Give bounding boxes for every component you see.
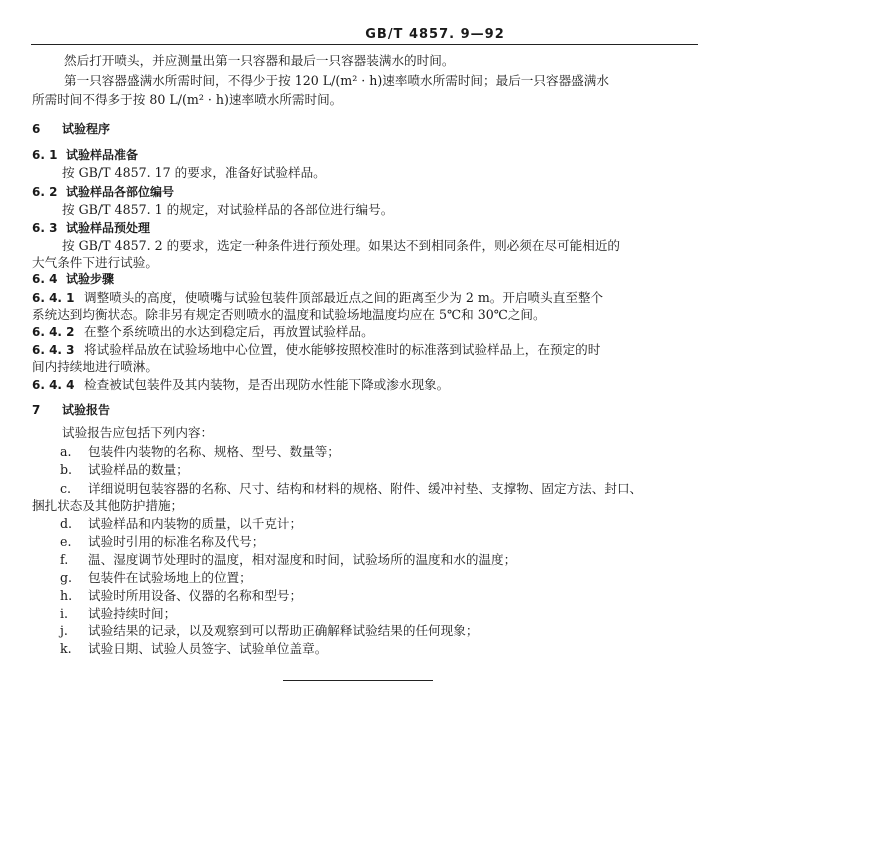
section-title: 试验步骤 — [66, 272, 115, 286]
clause-text: 将试验样品放在试验场地中心位置，使水能够按照校准时的标准落到试验样品上，在预定的时 — [84, 342, 601, 357]
report-item-j — [60, 622, 478, 640]
clause-6-4-4 — [32, 376, 449, 394]
clause-6-4-1-line-2: 系统达到均衡状态。除非另有规定否则喷水的温度和试验场地温度均应在 5℃和 30℃之间。 — [32, 307, 546, 322]
intro-line-3: 所需时间不得多于按 80 L/(m² · h)速率喷水所需时间。 — [32, 92, 343, 107]
list-letter: f. — [60, 552, 69, 567]
list-letter: i. — [60, 606, 69, 621]
clause-6-4-2 — [32, 323, 374, 341]
list-text: 详细说明包装容器的名称、尺寸、结构和材料的规格、附件、缓冲衬垫、支撑物、固定方法、封口、 — [88, 481, 643, 496]
clause-6-4-3-line-1 — [32, 341, 600, 359]
section-number: 6. 3 — [32, 221, 58, 235]
report-item-b — [60, 461, 189, 479]
clause-number: 6. 4. 3 — [32, 343, 75, 357]
section-number: 6 — [32, 122, 41, 136]
list-text: 试验时引用的标准名称及代号； — [88, 534, 265, 549]
clause-number: 6. 4. 4 — [32, 378, 75, 392]
list-letter: c. — [60, 481, 72, 496]
list-letter: e. — [60, 534, 72, 549]
list-text: 试验样品的数量； — [88, 462, 189, 477]
clause-text: 在整个系统喷出的水达到稳定后，再放置试验样品。 — [84, 324, 374, 339]
report-item-d — [60, 515, 302, 533]
list-text: 温、湿度调节处理时的温度，相对湿度和时间，试验场所的温度和水的温度； — [88, 552, 517, 567]
report-item-h — [60, 587, 302, 605]
list-letter: k. — [60, 641, 72, 656]
section-number: 6. 4 — [32, 272, 58, 286]
list-text: 试验日期、试验人员签字、试验单位盖章。 — [88, 641, 328, 656]
section-title: 试验报告 — [62, 403, 111, 417]
report-item-c — [60, 480, 642, 498]
section-6-3-body-line-2: 大气条件下进行试验。 — [32, 255, 158, 270]
report-item-e — [60, 533, 264, 551]
section-7-heading — [32, 401, 110, 419]
report-intro: 试验报告应包括下列内容： — [62, 425, 214, 440]
list-text: 包装件在试验场地上的位置； — [88, 570, 252, 585]
report-item-c-continuation: 捆扎状态及其他防护措施； — [32, 498, 184, 513]
section-6-heading — [32, 120, 110, 138]
report-item-k — [60, 640, 327, 658]
intro-line-1: 然后打开喷头，并应测量出第一只容器和最后一只容器装满水的时间。 — [64, 53, 455, 68]
list-text: 试验结果的记录，以及观察到可以帮助正确解释试验结果的任何现象； — [88, 623, 479, 638]
list-text: 试验时所用设备、仪器的名称和型号； — [88, 588, 303, 603]
standard-number-header: GB/T 4857. 9—92 — [365, 27, 505, 42]
clause-number: 6. 4. 2 — [32, 325, 75, 339]
end-rule — [283, 680, 433, 681]
section-title: 试验样品各部位编号 — [66, 185, 175, 199]
list-letter: h. — [60, 588, 73, 603]
list-text: 试验持续时间； — [88, 606, 177, 621]
clause-6-4-1-line-1 — [32, 289, 603, 307]
list-letter: j. — [60, 623, 68, 638]
list-letter: b. — [60, 462, 73, 477]
intro-line-2: 第一只容器盛满水所需时间，不得少于按 120 L/(m² · h)速率喷水所需时间；最后一只容器盛满水 — [64, 73, 609, 88]
list-letter: a. — [60, 444, 72, 459]
section-number: 6. 1 — [32, 148, 58, 162]
clause-text: 检查被试包装件及其内装物，是否出现防水性能下降或渗水现象。 — [84, 377, 450, 392]
section-title: 试验程序 — [62, 122, 111, 136]
clause-text: 调整喷头的高度，使喷嘴与试验包装件顶部最近点之间的距离至少为 2 m。开启喷头直至整个 — [84, 290, 604, 305]
section-6-2-heading — [32, 183, 174, 201]
section-6-3-body-line-1: 按 GB/T 4857. 2 的要求，选定一种条件进行预处理。如果达不到相同条件，则必须在尽可能相近的 — [62, 238, 621, 253]
report-item-i — [60, 605, 176, 623]
report-item-a — [60, 443, 340, 461]
section-6-2-body: 按 GB/T 4857. 1 的规定，对试验样品的各部位进行编号。 — [62, 202, 394, 217]
section-title: 试验样品准备 — [66, 148, 139, 162]
section-number: 7 — [32, 403, 41, 417]
section-6-1-heading — [32, 146, 138, 164]
section-number: 6. 2 — [32, 185, 58, 199]
section-6-1-body: 按 GB/T 4857. 17 的要求，准备好试验样品。 — [62, 165, 326, 180]
clause-6-4-3-line-2: 间内持续地进行喷淋。 — [32, 359, 158, 374]
report-item-g — [60, 569, 252, 587]
list-text: 包装件内装物的名称、规格、型号、数量等； — [88, 444, 340, 459]
header-rule — [31, 44, 698, 45]
section-6-3-heading — [32, 219, 150, 237]
list-text: 试验样品和内装物的质量，以千克计； — [88, 516, 303, 531]
list-letter: g. — [60, 570, 73, 585]
list-letter: d. — [60, 516, 73, 531]
section-6-4-heading — [32, 270, 114, 288]
clause-number: 6. 4. 1 — [32, 291, 75, 305]
report-item-f — [60, 551, 516, 569]
section-title: 试验样品预处理 — [66, 221, 151, 235]
